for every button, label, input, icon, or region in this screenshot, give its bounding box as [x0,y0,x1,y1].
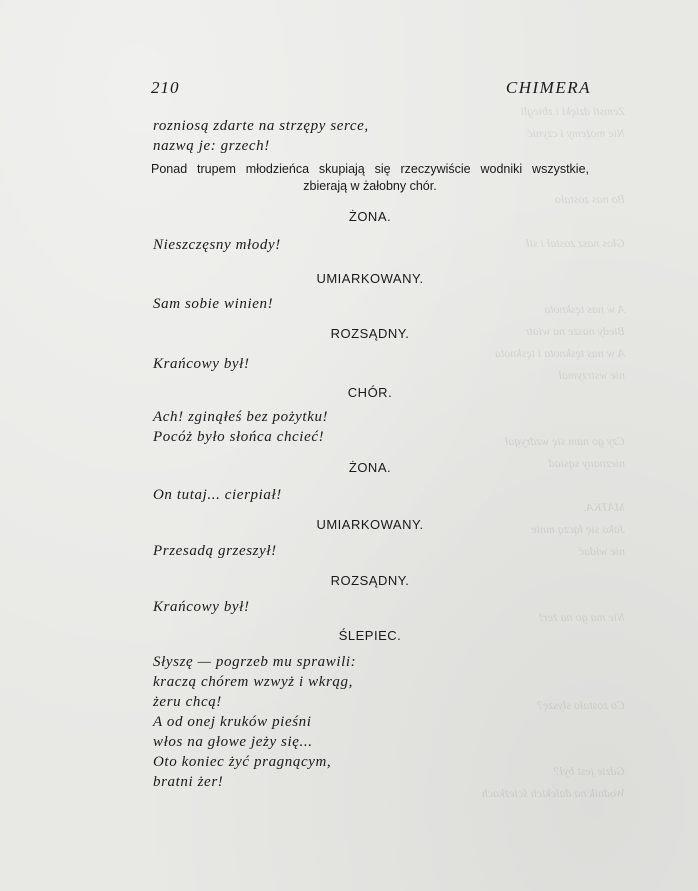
speaker-name: CHÓR. [347,385,393,400]
show-through-text: Zemsti dzięki i zbiegli Nie możemy i czynić Bo nas zostało Głos nasz został i sił A w nas tęsknota Biedy nasze na wiatr A w nas tęsknota i tęsknota nie wstrzymał Czy go nam się wzdrygał nieznany sąsiad MATKA. Jako się łączą mnie nie widać Nie ma go na żer! Co zostało słyszę? Gdzie jest był? Wodnik na dalekich ścieżkach [481,104,625,800]
verse-line: rozniosą zdarte na strzępy serce, [153,118,369,134]
verse-line: bratni żer! [153,774,224,790]
speech [153,597,250,617]
speaker-name: UMIARKOWANY. [316,517,424,532]
speech [153,485,282,505]
verse-line: On tutaj... cierpiał! [153,487,282,503]
verse-line: Słyszę — pogrzeb mu sprawili: [153,654,357,670]
speech [153,652,356,792]
verse-line: kraczą chórem wzwyż i wkrąg, [153,674,353,690]
page-number: 210 [151,78,180,97]
verse-line: Oto koniec żyć pragnącym, [153,754,332,770]
speaker-name: ROZSĄDNY. [330,326,410,341]
speech [153,407,328,447]
speech [153,294,273,314]
speech [153,235,281,255]
speaker-name: ŚLEPIEC. [338,628,402,643]
speaker-name: ROZSĄDNY. [330,573,410,588]
stage-direction: Ponad trupem młodzieńca skupiają się rzeczywiście wodniki wszystkie, zbierają w żałobny chór. [151,162,589,193]
verse-line: Przesadą grzeszył! [153,543,277,559]
opening-verse [153,116,369,156]
verse-line: Pocóż było słońca chcieć! [153,429,325,445]
verse-line: Nieszczęsny młody! [153,237,281,253]
verse-line: Krańcowy był! [153,356,250,372]
verse-line: Sam sobie winien! [153,296,274,312]
speech [153,354,250,374]
verse-line: nazwą je: grzech! [153,138,270,154]
speaker-name: UMIARKOWANY. [316,271,424,286]
running-head [151,78,591,100]
speech [153,541,277,561]
speaker-name: ŻONA. [348,209,392,224]
verse-line: Krańcowy był! [153,599,250,615]
book-title: CHIMERA [505,78,591,97]
verse-line: A od onej kruków pieśni [153,714,312,730]
verse-line: żeru chcą! [153,694,222,710]
verse-line: Ach! zginąłeś bez pożytku! [153,409,329,425]
verse-line: włos na głowe jeży się... [153,734,313,750]
speaker-name: ŻONA. [348,460,392,475]
